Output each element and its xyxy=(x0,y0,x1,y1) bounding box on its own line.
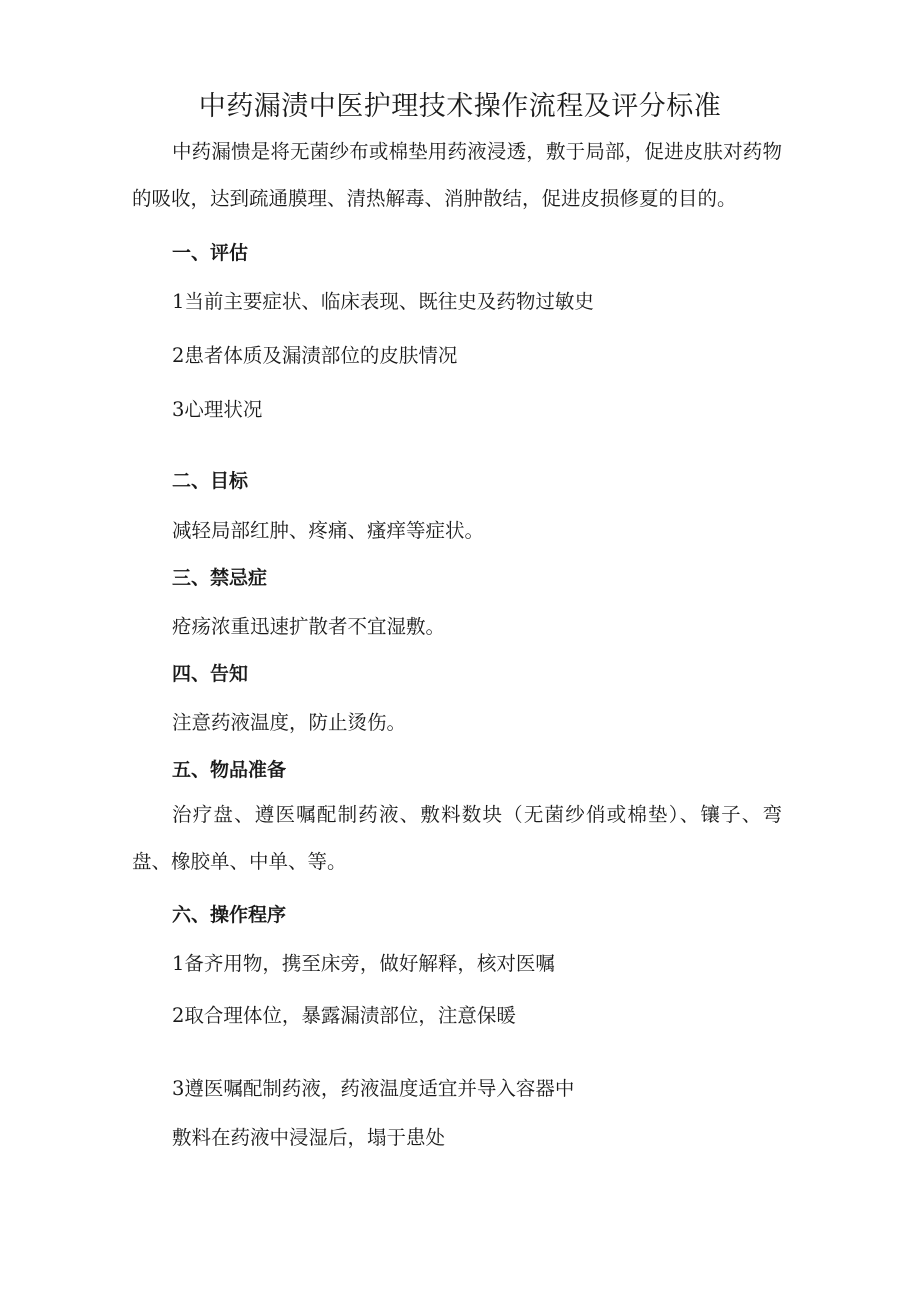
supplies-paragraph: 治疗盘、遵医嘱配制药液、敷料数块（无菌纱俏或棉垫）、镶子、弯盘、橡胶单、中单、等。 xyxy=(132,803,782,873)
section-heading-goal: 二、目标 xyxy=(172,470,249,492)
document-title: 中药漏渍中医护理技术操作流程及评分标准 xyxy=(198,91,722,122)
section-heading-procedure: 六、操作程序 xyxy=(172,904,287,926)
assessment-item-3: 3心理状况 xyxy=(172,398,263,421)
assessment-item-2: 2患者体质及漏渍部位的皮肤情况 xyxy=(172,344,458,367)
goal-item-1: 减轻局部红肿、疼痛、瘙痒等症状。 xyxy=(172,519,485,542)
intro-paragraph: 中药漏愦是将无菌纱布或棉垫用药液浸透，敷于局部，促进皮肤对药物的吸收，达到疏通膜理、清热解毒、消肿散结，促进皮损修夏的目的。 xyxy=(132,140,782,210)
section-heading-contraindications: 三、禁忌症 xyxy=(172,567,268,589)
notice-item-1: 注意药液温度，防止烫伤。 xyxy=(172,711,407,734)
procedure-step-3: 3遵医嘱配制药液，药液温度适宜并导入容器中 xyxy=(172,1077,575,1100)
section-heading-assessment: 一、评估 xyxy=(172,242,249,264)
assessment-item-1: 1当前主要症状、临床表现、既往史及药物过敏史 xyxy=(172,290,594,313)
section-heading-supplies: 五、物品准备 xyxy=(172,759,287,781)
procedure-step-2: 2取合理体位，暴露漏渍部位，注意保暖 xyxy=(172,1004,516,1027)
section-heading-notice: 四、告知 xyxy=(172,663,249,685)
procedure-step-4: 敷料在药液中浸湿后，塌于患处 xyxy=(172,1126,446,1149)
contraindication-item-1: 疮疡浓重迅速扩散者不宜湿敷。 xyxy=(172,615,446,638)
procedure-step-1: 1备齐用物，携至床旁，做好解释，核对医嘱 xyxy=(172,952,555,975)
